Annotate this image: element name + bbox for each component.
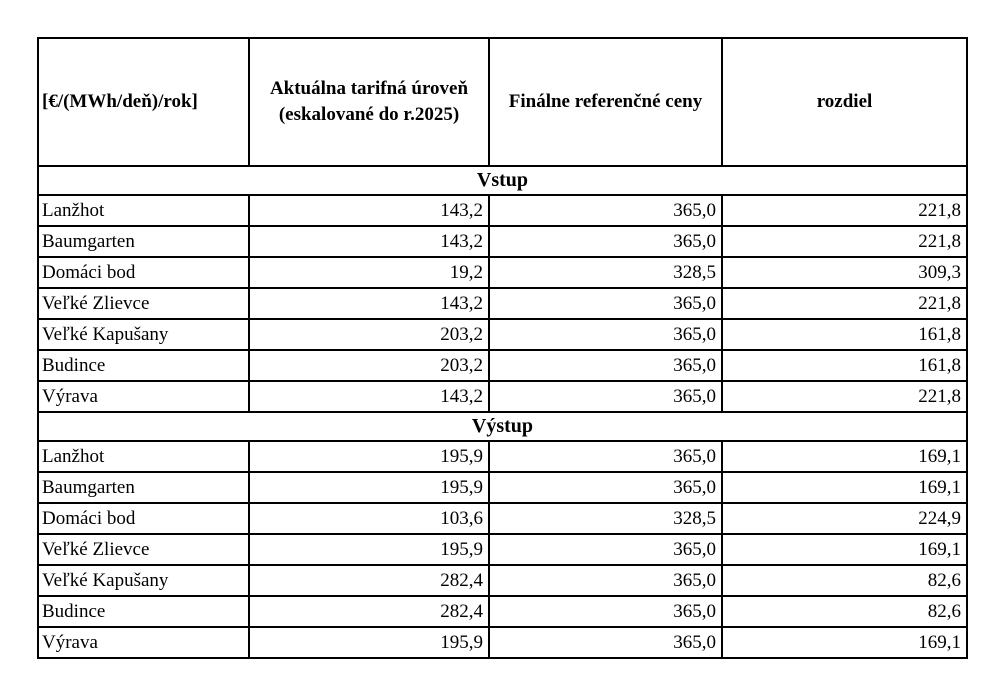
point-name-cell: Baumgarten: [38, 226, 249, 257]
section-title: Výstup: [38, 412, 967, 441]
column-header-reference: Finálne referenčné ceny: [489, 38, 722, 166]
tariff-cell: 103,6: [249, 503, 489, 534]
table-body: [38, 166, 967, 658]
reference-cell: 365,0: [489, 195, 722, 226]
section-header-row: [38, 412, 967, 441]
tariff-cell: 195,9: [249, 534, 489, 565]
point-name-cell: Budince: [38, 596, 249, 627]
tariff-cell: 143,2: [249, 195, 489, 226]
tariff-cell: 203,2: [249, 319, 489, 350]
point-name-cell: Výrava: [38, 381, 249, 412]
table-row: [38, 195, 967, 226]
difference-cell: 221,8: [722, 226, 967, 257]
difference-cell: 221,8: [722, 288, 967, 319]
reference-cell: 365,0: [489, 565, 722, 596]
column-header-tariff: Aktuálna tarifná úroveň (eskalované do r.2025): [249, 38, 489, 166]
table-header: [38, 38, 967, 166]
tariff-cell: 282,4: [249, 596, 489, 627]
point-name-cell: Veľké Zlievce: [38, 534, 249, 565]
table-row: [38, 596, 967, 627]
table-row: [38, 565, 967, 596]
tariff-cell: 203,2: [249, 350, 489, 381]
unit-header-cell: [€/(MWh/deň)/rok]: [38, 38, 249, 166]
reference-cell: 365,0: [489, 319, 722, 350]
point-name-cell: Lanžhot: [38, 441, 249, 472]
tariff-cell: 282,4: [249, 565, 489, 596]
reference-cell: 365,0: [489, 534, 722, 565]
point-name-cell: Baumgarten: [38, 472, 249, 503]
difference-cell: 169,1: [722, 472, 967, 503]
header-row: [38, 38, 967, 166]
reference-cell: 365,0: [489, 381, 722, 412]
difference-cell: 221,8: [722, 381, 967, 412]
point-name-cell: Domáci bod: [38, 257, 249, 288]
reference-cell: 328,5: [489, 257, 722, 288]
reference-cell: 365,0: [489, 288, 722, 319]
reference-cell: 365,0: [489, 441, 722, 472]
difference-cell: 221,8: [722, 195, 967, 226]
point-name-cell: Lanžhot: [38, 195, 249, 226]
point-name-cell: Veľké Zlievce: [38, 288, 249, 319]
reference-cell: 365,0: [489, 596, 722, 627]
tariff-cell: 143,2: [249, 288, 489, 319]
point-name-cell: Domáci bod: [38, 503, 249, 534]
tariff-cell: 143,2: [249, 226, 489, 257]
section-header-row: [38, 166, 967, 195]
point-name-cell: Veľké Kapušany: [38, 319, 249, 350]
tariff-cell: 19,2: [249, 257, 489, 288]
difference-cell: 161,8: [722, 319, 967, 350]
difference-cell: 224,9: [722, 503, 967, 534]
difference-cell: 161,8: [722, 350, 967, 381]
tariff-cell: 195,9: [249, 441, 489, 472]
reference-cell: 365,0: [489, 627, 722, 658]
table-row: [38, 226, 967, 257]
reference-cell: 365,0: [489, 226, 722, 257]
table-row: [38, 381, 967, 412]
table-row: [38, 441, 967, 472]
table-row: [38, 472, 967, 503]
difference-cell: 309,3: [722, 257, 967, 288]
reference-cell: 365,0: [489, 472, 722, 503]
table-row: [38, 288, 967, 319]
section-title: Vstup: [38, 166, 967, 195]
reference-cell: 328,5: [489, 503, 722, 534]
reference-cell: 365,0: [489, 350, 722, 381]
tariff-cell: 195,9: [249, 472, 489, 503]
table-row: [38, 627, 967, 658]
table-row: [38, 319, 967, 350]
table-row: [38, 350, 967, 381]
difference-cell: 169,1: [722, 441, 967, 472]
column-header-difference: rozdiel: [722, 38, 967, 166]
point-name-cell: Veľké Kapušany: [38, 565, 249, 596]
difference-cell: 82,6: [722, 565, 967, 596]
tariff-cell: 195,9: [249, 627, 489, 658]
point-name-cell: Výrava: [38, 627, 249, 658]
point-name-cell: Budince: [38, 350, 249, 381]
tariff-cell: 143,2: [249, 381, 489, 412]
difference-cell: 169,1: [722, 534, 967, 565]
tariff-table: [37, 37, 968, 659]
table-row: [38, 257, 967, 288]
table-row: [38, 503, 967, 534]
table-row: [38, 534, 967, 565]
difference-cell: 82,6: [722, 596, 967, 627]
difference-cell: 169,1: [722, 627, 967, 658]
